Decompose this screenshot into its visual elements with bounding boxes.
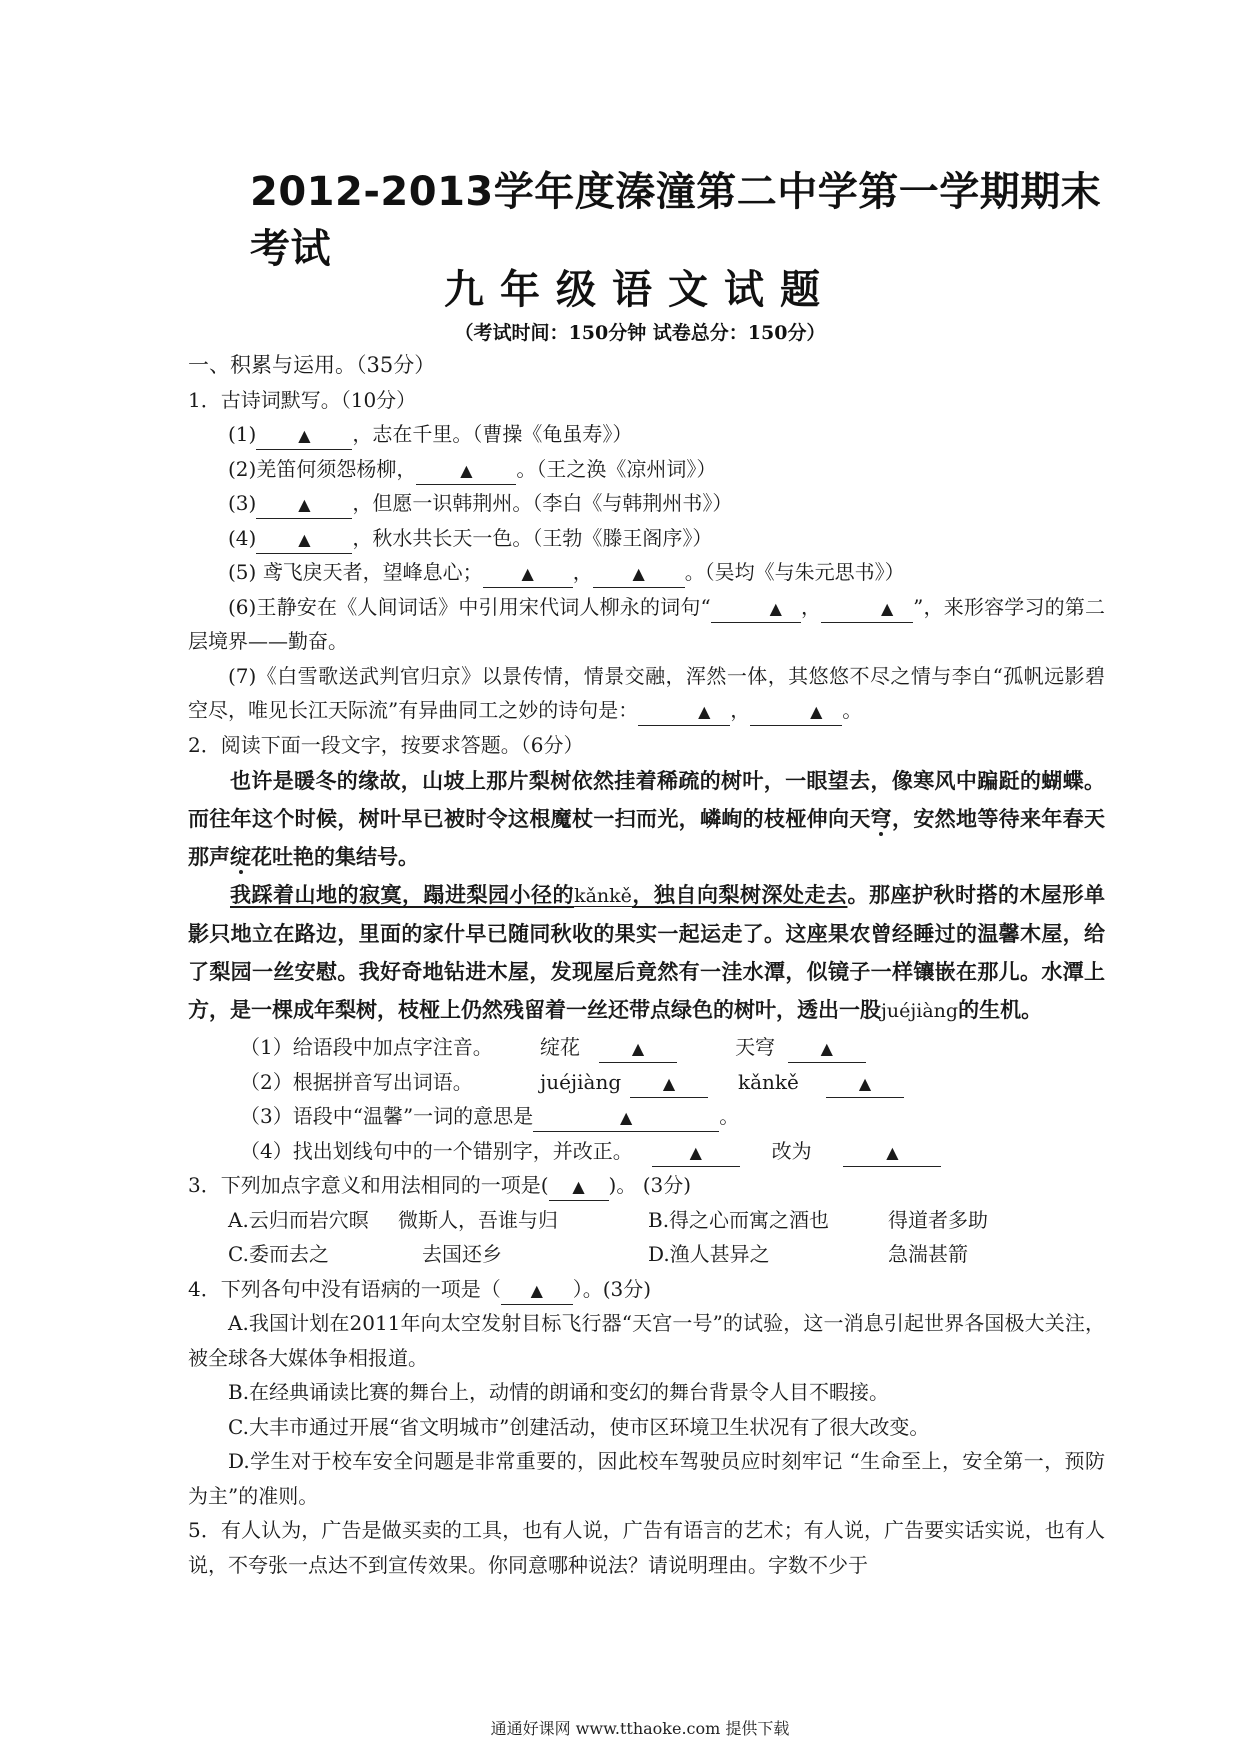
option-c-text: 去国还乡 (422, 1242, 502, 1266)
item-text: 。（吴均《与朱元思书》） (684, 560, 905, 584)
question-4-option-a[interactable]: A.我国计划在2011年向太空发射目标飞行器“天宫一号”的试验，这一消息引起世界各国极大关注，被全球各大媒体争相报道。 (188, 1311, 1105, 1370)
question-2-sub-1 (188, 1030, 1105, 1065)
triangle-icon: ▲ (530, 1280, 543, 1300)
section-heading: 一、积累与运用。（35分） (188, 353, 436, 377)
question-4-option-d[interactable]: D.学生对于校车安全问题是非常重要的，因此校车驾驶员应时刻牢记 “生命至上，安全第一，预防为主”的准则。 (188, 1449, 1105, 1508)
passage-text: 花吐艳的集结号。 (251, 845, 419, 869)
dotted-char: 绽 (230, 845, 251, 869)
question-text: )。 (3分) (608, 1173, 692, 1197)
answer-blank[interactable] (843, 1138, 941, 1167)
triangle-icon: ▲ (632, 564, 645, 583)
option-b-text[interactable]: B.得之心而寓之酒也 (648, 1207, 830, 1232)
item-text: ，秋水共长天一色。（王勃《滕王阁序》） (352, 525, 713, 550)
item-text: (5) 鸢飞戾天者，望峰息心； (228, 560, 483, 584)
question-1-item-3 (188, 486, 1105, 521)
question-text: ）。(3分) (572, 1276, 652, 1301)
page-subtitle: 九年级语文试题 (444, 266, 836, 313)
passage-text: ，安然地等待来年春天那声 (188, 807, 1106, 869)
triangle-icon: ▲ (298, 426, 311, 445)
answer-blank[interactable] (416, 456, 516, 485)
item-text: 。 (842, 698, 863, 722)
page-title: 2012-2013学年度溱潼第二中学第一学期期末考试 (250, 169, 1102, 272)
passage-text: 的生机。 (958, 998, 1043, 1022)
underlined-sentence: ，独自向梨树深处走去 (631, 883, 848, 907)
item-text: (3) (228, 491, 257, 515)
word-text: kǎnkě (738, 1069, 799, 1094)
question-1-item-2 (188, 452, 1105, 487)
triangle-icon: ▲ (886, 1142, 899, 1162)
item-text: ，志在千里。（曹操《龟虽寿》） (352, 422, 633, 446)
triangle-icon: ▲ (521, 564, 534, 583)
question-text: 4．下列各句中没有语病的一项是（ (188, 1276, 501, 1301)
question-4-option-b[interactable]: B.在经典诵读比赛的舞台上，动情的朗诵和变幻的舞台背景令人目不暇接。 (228, 1380, 890, 1404)
question-2-sub-3 (188, 1099, 1105, 1134)
question-1-item-4 (188, 521, 1105, 556)
triangle-icon: ▲ (662, 1073, 676, 1093)
item-text: (4) (228, 525, 257, 550)
question-1-item-7 (188, 659, 1105, 728)
answer-blank[interactable] (256, 490, 352, 519)
word-text: 天穹 (735, 1035, 776, 1059)
question-5-stem: 5．有人认为，广告是做买卖的工具，也有人说，广告有语言的艺术；有人说，广告要实话实说，也有人说，不夸张一点达不到宣传效果。你同意哪种说法？请说明理由。字数不少于 (188, 1518, 1105, 1577)
answer-blank[interactable] (533, 1103, 719, 1132)
answer-blank[interactable] (750, 697, 842, 726)
question-2-stem: 2．阅读下面一段文字，按要求答题。（6分） (188, 732, 584, 757)
option-a-text: 微斯人，吾谁与归 (398, 1207, 558, 1232)
item-text: (7)《白雪歌送武判官归京》以景传情，情景交融，浑然一体，其悠悠不尽之情与李白“孤帆远影碧空尽，唯见长江天际流”有异曲同工之妙的诗句是： (188, 663, 1105, 722)
triangle-icon: ▲ (572, 1177, 585, 1196)
answer-blank[interactable] (821, 594, 913, 623)
item-text: (2)羌笛何须怨杨柳， (228, 456, 417, 481)
reading-passage-2 (188, 876, 1105, 1030)
question-2-sub-2 (188, 1065, 1105, 1100)
item-text: (6)王静安在《人间词话》中引用宋代词人柳永的词句“ (228, 594, 711, 619)
answer-blank[interactable] (638, 697, 730, 726)
item-text: ， (572, 560, 593, 584)
triangle-icon: ▲ (620, 1108, 633, 1127)
reading-passage-1 (188, 762, 1105, 876)
passage-text: 也许是暖冬的缘故，山坡上那片梨树依然挂着稀疏的树叶，一眼望去，像寒风中蹁跹的蝴蝶。而往年这个时候，树叶早已被时令这根魔杖一扫而光，嶙峋的枝桠伸向天 (188, 769, 1105, 831)
triangle-icon: ▲ (880, 598, 894, 618)
answer-blank[interactable] (256, 421, 352, 450)
item-text: ”，来形容学习的第二层境界——勤奋。 (188, 594, 1106, 653)
underlined-sentence: 我踩着山地的寂寞，蹋进梨园小径的 (230, 883, 575, 907)
triangle-icon: ▲ (689, 1142, 702, 1162)
pinyin-text: kǎnkě (574, 885, 632, 907)
question-1-item-6 (188, 590, 1105, 659)
triangle-icon: ▲ (698, 702, 711, 721)
option-d-text: 急湍甚箭 (888, 1242, 968, 1266)
triangle-icon: ▲ (298, 529, 311, 549)
pinyin-text: juéjiàng (881, 1000, 959, 1022)
triangle-icon: ▲ (810, 702, 823, 721)
answer-blank[interactable] (549, 1172, 609, 1201)
answer-blank[interactable] (652, 1138, 740, 1167)
answer-blank[interactable] (788, 1034, 866, 1063)
question-1-item-5 (188, 555, 1105, 590)
triangle-icon: ▲ (298, 495, 311, 514)
sub-question-text: （3）语段中“温馨”一词的意思是 (240, 1104, 534, 1128)
question-2-sub-4 (188, 1134, 1105, 1169)
word-text: juéjiàng (540, 1069, 622, 1094)
option-c-text[interactable]: C.委而去之 (228, 1242, 329, 1266)
sub-question-text: 改为 (771, 1138, 812, 1163)
answer-blank[interactable] (599, 1034, 677, 1063)
dotted-char: 穹 (870, 807, 893, 831)
page-footer: 通通好课网 www.tthaoke.com 提供下载 (490, 1719, 790, 1738)
passage-text: 。那座护秋时搭的木屋形单影只地立在路边，里面的家什早已随同秋收的果实一起运走了。这座果农曾经睡过的温馨木屋，给了梨园一丝安慰。我好奇地钻进木屋，发现屋后竟然有一洼水潭，似镜子一样镶嵌在那儿。水潭上方，是一棵成年梨树，枝桠上仍然残留着一丝还带点绿色的树叶，透出一股 (188, 883, 1106, 1022)
question-3-options-cd (188, 1237, 1105, 1272)
answer-blank[interactable] (501, 1276, 573, 1305)
question-4-stem (188, 1272, 1105, 1307)
item-text: ， (730, 698, 751, 722)
triangle-icon: ▲ (858, 1073, 872, 1093)
answer-blank[interactable] (256, 525, 352, 554)
question-1-item-1 (188, 417, 1105, 452)
triangle-icon: ▲ (631, 1039, 645, 1058)
answer-blank[interactable] (711, 594, 801, 623)
question-4-option-c[interactable]: C.大丰市通过开展“省文明城市”创建活动，使市区环境卫生状况有了很大改变。 (228, 1414, 930, 1439)
answer-blank[interactable] (593, 559, 685, 588)
answer-blank[interactable] (826, 1069, 904, 1098)
sub-question-text: 。 (719, 1104, 740, 1128)
option-b-text: 得道者多助 (888, 1207, 988, 1232)
item-text: (1) (228, 422, 257, 446)
answer-blank[interactable] (630, 1069, 708, 1098)
sub-question-text: （4）找出划线句中的一个错别字，并改正。 (240, 1138, 633, 1163)
question-3-stem (188, 1168, 1105, 1203)
sub-question-text: （2）根据拼音写出词语。 (240, 1069, 473, 1094)
question-1-stem: 1．古诗词默写。（10分） (188, 387, 417, 412)
question-text: 3．下列加点字意义和用法相同的一项是( (188, 1173, 549, 1197)
question-3-options-ab (188, 1203, 1105, 1238)
triangle-icon: ▲ (820, 1039, 833, 1058)
option-d-text[interactable]: D.渔人甚异之 (648, 1242, 770, 1266)
triangle-icon: ▲ (460, 460, 473, 480)
item-text: ， (800, 594, 822, 619)
exam-info: （考试时间：150分钟 试卷总分：150分） (454, 322, 826, 344)
sub-question-text: （1）给语段中加点字注音。 (240, 1035, 493, 1059)
option-a-text[interactable]: A.云归而岩穴暝 (228, 1207, 369, 1232)
word-text: 绽花 (540, 1035, 580, 1059)
exam-content (188, 348, 1105, 1582)
triangle-icon: ▲ (769, 598, 782, 618)
answer-blank[interactable] (483, 559, 573, 588)
item-text: ，但愿一识韩荆州。（李白《与韩荆州书》） (352, 491, 733, 515)
item-text: 。（王之涣《凉州词》） (516, 456, 717, 481)
